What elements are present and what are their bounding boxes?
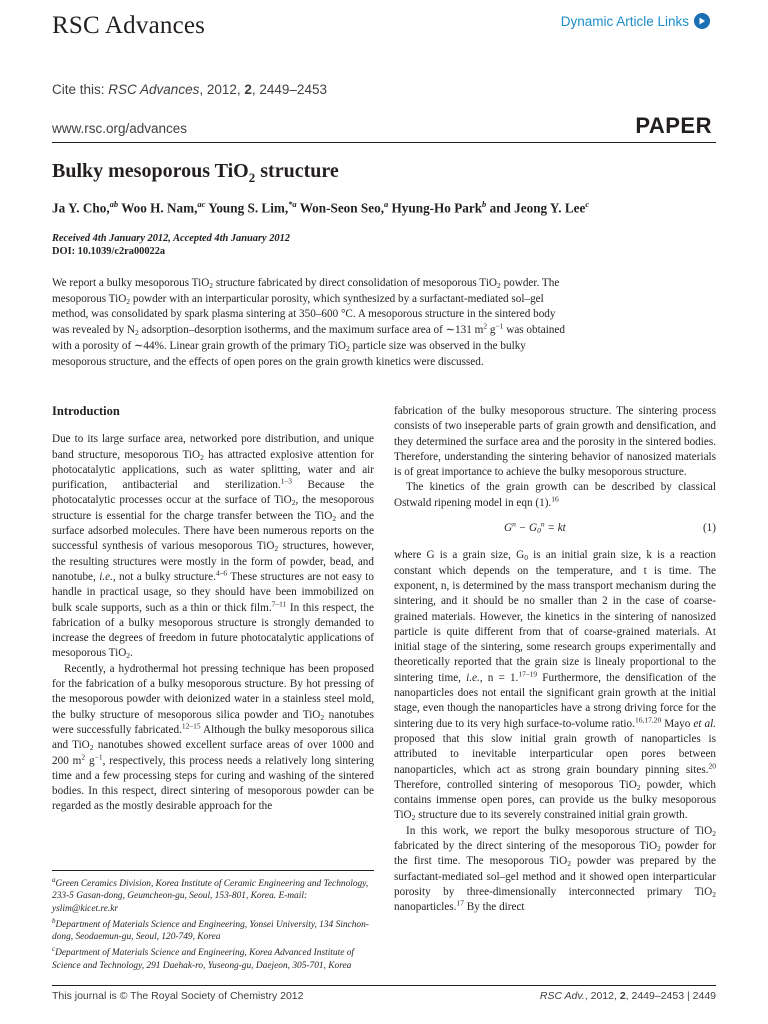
play-circle-icon xyxy=(694,13,710,29)
citation-line: Cite this: RSC Advances, 2012, 2, 2449–2453 xyxy=(52,82,327,97)
paragraph: where G is a grain size, $G_0$ is an initial grain size, k is a reaction constant which depends on the temperature, and t is time. The exponent, n, is determined by the mass transport mechanism during the sintering, and it should be no smaller than 2 in the case of coarse-grained materials. However, the kinetics in the sintering of nanosized particle is quite different from that of coarse-grained materials. At initial stage of the sintering, some research groups experimentally and theoretically reported that the grain size is linealy proportional to the sintering time, i.e., n = 1.$^{17-19}$ Furthermore, the densification of the nanoparticles does not entail the significant grain growth at the initial stage, even though the nanoparticles have a strong driving force for the sintering due to its very high surface-to-volume ratio.$^{16,17,20}$ Mayo et al. proposed that this slow initial grain growth of nanoparticles is attributed to inevitable interparticular open pores between nanoparticles, which act as strong grain boundary pinning sites.$^{20}$ Therefore, controlled sintering of mesoporous TiO$_2$ powder, which contains immense open pores, can provide us the bulky mesoporous TiO$_2$ structure due to its severely constrained initial grain growth. xyxy=(394,549,717,823)
journal-name: RSC Advances xyxy=(52,12,206,39)
paragraph: Due to its large surface area, networked pore distribution, and unique band structure, mesoporous TiO$_2$ has attracted explosive attention for photocatalytic applications, such as water splitting, water and air purification, antibacterial and sterilization.$^{1-3}$ Because the photocatalytic processes occur at the surface of TiO$_2$, the mesoporous structure is essential for the charge transfer between the TiO$_2$ and the surface adsorbed molecules. There have been numerous reports on the successful synthesis of various mesoporous TiO$_2$ structures, however, the resulting structures were mostly in the form of powder, bead, and nanotube, i.e., not a bulky structure.$^{4-6}$ These structures are not easy to handle in practical usage, so they should have been immobilized on bulk scale supports, such as a thin or thick film.$^{7-11}$ In this respect, the fabrication of a bulky mesoporous structure is strongly demanded to increase the degrees of freedom in future photocatalytic applications of mesoporous TiO$_2$. xyxy=(52,433,375,661)
equation-number: (1) xyxy=(702,522,716,535)
reference-link[interactable]: 12–15 xyxy=(181,721,201,731)
article-type-label: PAPER xyxy=(635,113,712,138)
page-citation: RSC Adv., 2012, 2, 2449–2453 | 2449 xyxy=(539,990,716,1002)
dynamic-article-links-label: Dynamic Article Links xyxy=(560,13,689,29)
abstract: We report a bulky mesoporous TiO$_2$ structure fabricated by direct consolidation of mesoporous TiO$_2$ powder. The mesoporous TiO$_2$ powder with an interparticular porosity, which synthesized by a surfactant-mediated sol–gel method, was consolidated by spark plasma sintering at 350–600 °C. A mesoporous structure in the sintered body was revealed by $N_2$ adsorption–desorption isotherms, and the maximum surface area of ∼131 $m^2$ $g^{-1}$ was obtained with a porosity of ∼44%. Linear grain growth of the primary TiO$_2$ particle size was observed in the bulky mesoporous structure, and the effects of open pores on the grain growth kinetics were discussed. xyxy=(52,277,565,368)
received-dates: Received 4th January 2012, Accepted 4th January 2012 xyxy=(52,233,291,244)
footnote-affiliation-b: $^b$Department of Materials Science and Engineering, Yonsei University, 134 Sinchon-dong, Seodaemun-gu, Seoul, 120-749, Korea xyxy=(52,916,369,943)
affiliation-footnotes xyxy=(52,874,374,972)
reference-link[interactable]: 20 xyxy=(708,760,716,770)
reference-link[interactable]: 17 xyxy=(456,898,464,908)
journal-url-link[interactable]: www.rsc.org/advances xyxy=(52,121,188,136)
paragraph: fabrication of the bulky mesoporous structure. The sintering process consists of two inseperable parts of grain growth and densification, and they determined the surface area and the porosity in the sintered bodies. Therefore, understanding the sintering behavior of nanosized materials is of great importance to achieve the bulky mesoporous structure. xyxy=(394,405,716,479)
left-column xyxy=(52,404,374,815)
author-list: Ja Y. Cho,$^{ab}$ Woo H. Nam,$^{ac}$ Young S. Lim,$^{*a}$ Won-Seon Seo,$^a$ Hyung-Ho Park$^b$ and Jeong Y. Lee$^c$ xyxy=(52,199,590,216)
reference-link[interactable]: 4–6 xyxy=(215,568,228,578)
author: Woo H. Nam, xyxy=(121,200,198,216)
paragraph: The kinetics of the grain growth can be described by classical Ostwald ripening model in eqn (1).$^{16}$ xyxy=(394,481,716,509)
section-heading-introduction: Introduction xyxy=(52,404,120,418)
author: and Jeong Y. Lee xyxy=(489,200,586,216)
header-divider xyxy=(52,142,716,143)
paragraph: In this work, we report the bulky mesoporous structure of TiO$_2$ fabricated by the direct sintering of the mesoporous TiO$_2$ powder for the first time. The mesoporous TiO$_2$ powder was prepared by the surfactant-mediated sol–gel method and it showed open interparticular porosity by three-dimensionally interconnected primary TiO$_2$ nanoparticles.$^{17}$ By the direct xyxy=(394,824,716,914)
page-number: 2449 xyxy=(692,990,716,1002)
author: Ja Y. Cho, xyxy=(52,200,110,216)
reference-link[interactable]: 7–11 xyxy=(271,598,287,608)
article-title: Bulky mesoporous TiO$_2$ structure xyxy=(52,160,339,185)
footer-divider xyxy=(52,985,716,986)
footnote-affiliation-a: $^a$Green Ceramics Division, Korea Institute of Ceramic Engineering and Technology, 233-5 Gasan-dong, Geumcheon-gu, Seoul, 153-801, Korea. E-mail: yslim@kicet.re.kr xyxy=(52,876,369,914)
reference-link[interactable]: 17–19 xyxy=(518,669,538,679)
doi[interactable]: DOI: 10.1039/c2ra00022a xyxy=(52,246,166,257)
right-column xyxy=(394,404,716,916)
equation-1: $G^n - G_0^n$ = kt (1) xyxy=(504,519,716,536)
author: Won-Seon Seo, xyxy=(299,200,384,216)
author: Young S. Lim, xyxy=(208,200,289,216)
reference-link[interactable]: 16 xyxy=(551,494,559,504)
reference-link[interactable]: 16,17,20 xyxy=(634,714,662,724)
footnote-divider xyxy=(52,870,374,871)
footnote-affiliation-c: $^c$Department of Materials Science and Engineering, Korea Advanced Institute of Science and Technology, 291 Daehak-ro, Yuseong-gu, Daejeon, 305-701, Korea xyxy=(52,945,355,971)
reference-link[interactable]: 1–3 xyxy=(280,476,292,486)
copyright-notice: This journal is © The Royal Society of Chemistry 2012 xyxy=(52,990,304,1002)
dynamic-article-links[interactable] xyxy=(561,13,710,29)
paragraph: Recently, a hydrothermal hot pressing technique has been proposed for the fabrication of a bulky mesoporous structure. By hot pressing of the mesoporous powder with deionized water in a stainless steel mold, the bulky structure of mesoporous silica powder and TiO$_2$ nanotubes were successfully fabricated.$^{12-15}$ Although the bulky mesoporous silica and TiO$_2$ nanotubes showed excellent surface areas of over 1000 and 200 $m^2$ $g^{-1}$, respectively, this process needs a relatively long sintering time and a few processing steps for curing and washing of the sintered bodies. In this respect, direct sintering of mesoporous powder can be regarded as the mostly desirable approach for the xyxy=(52,662,375,813)
author: Hyung-Ho Park xyxy=(391,200,483,216)
